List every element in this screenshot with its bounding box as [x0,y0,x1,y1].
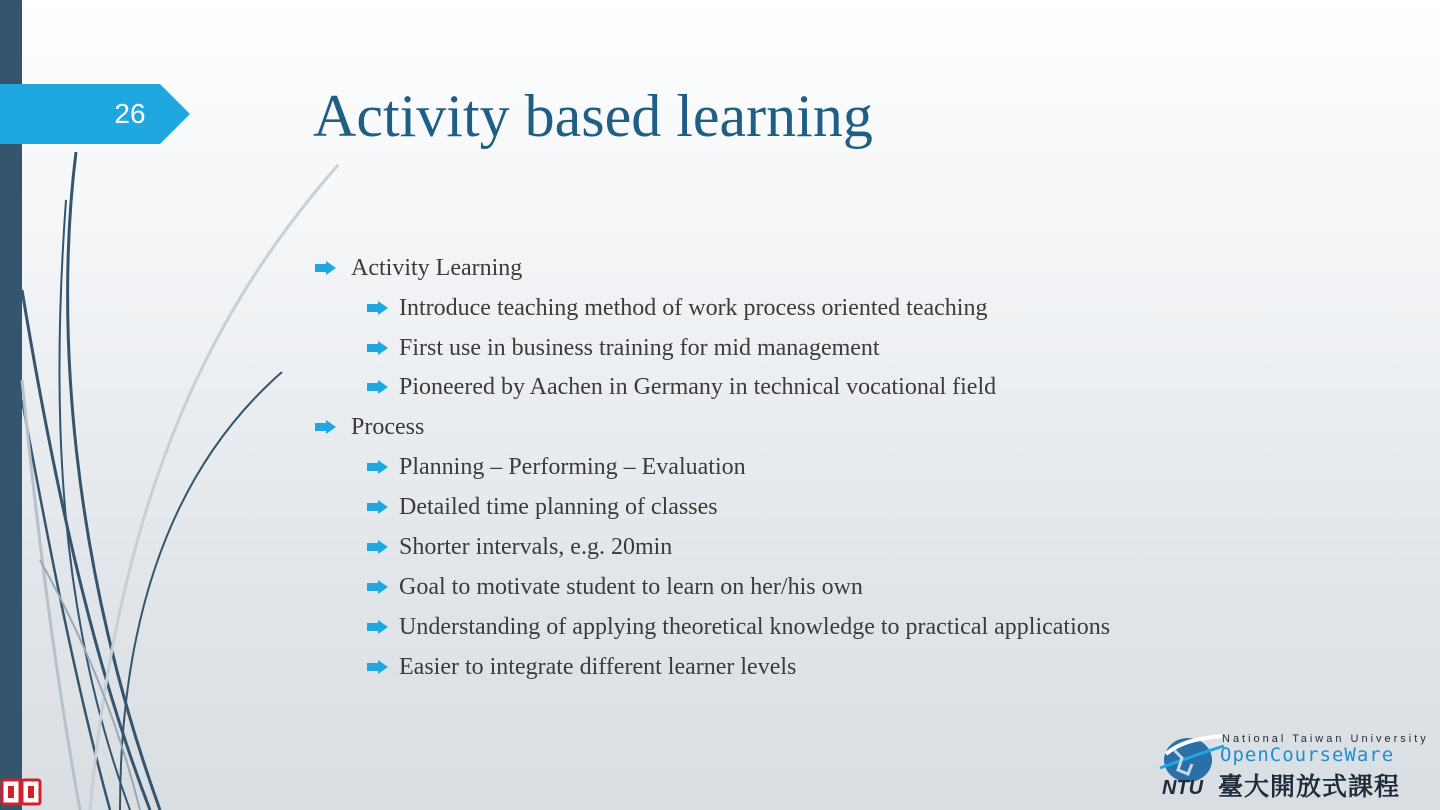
arrow-bullet-icon [365,341,389,355]
logo-chinese-text: 臺大開放式課程 [1218,772,1401,801]
arrow-bullet-icon [313,420,337,434]
arrow-bullet-icon [365,580,389,594]
bullet-item [365,491,718,523]
svg-text:NTU: NTU [1162,777,1204,799]
arrow-bullet-icon [365,301,389,315]
bullet-item [365,571,863,603]
bullet-text: Process [351,413,425,440]
bullet-item [365,371,996,403]
bullet-item [365,651,796,683]
arrow-bullet-icon [365,500,389,514]
arrow-bullet-icon [365,380,389,394]
bullet-text: Planning – Performing – Evaluation [399,453,746,480]
bullet-item [365,292,987,324]
bullet-text: Easier to integrate different learner levels [399,653,797,680]
bullet-item [365,611,1110,643]
arrow-bullet-icon [365,460,389,474]
bullet-text: First use in business training for mid management [399,334,880,361]
bullet-item [365,332,880,364]
logo-university-text: National Taiwan University [1222,733,1429,745]
bullet-item [313,252,522,284]
slide-number-tab [0,84,190,144]
slide-title: Activity based learning [313,83,873,149]
bullet-text: Introduce teaching method of work process oriented teaching [399,294,988,321]
bullet-text: Activity Learning [351,254,523,281]
bullet-item [365,451,746,483]
bullet-item [313,411,424,443]
slide-number: 26 [114,98,146,129]
arrow-bullet-icon [365,540,389,554]
bullet-text: Pioneered by Aachen in Germany in technical vocational field [399,373,997,400]
logo-opencourseware-text: OpenCourseWare [1220,744,1395,766]
book-icon [0,774,44,810]
bullet-item [365,531,672,563]
bullet-text: Understanding of applying theoretical knowledge to practical applications [399,613,1111,640]
arrow-bullet-icon [365,660,389,674]
bullet-text: Detailed time planning of classes [399,493,718,520]
arrow-bullet-icon [313,261,337,275]
arrow-bullet-icon [365,620,389,634]
bullet-text: Goal to motivate student to learn on her/his own [399,573,863,600]
bullet-text: Shorter intervals, e.g. 20min [399,533,673,560]
